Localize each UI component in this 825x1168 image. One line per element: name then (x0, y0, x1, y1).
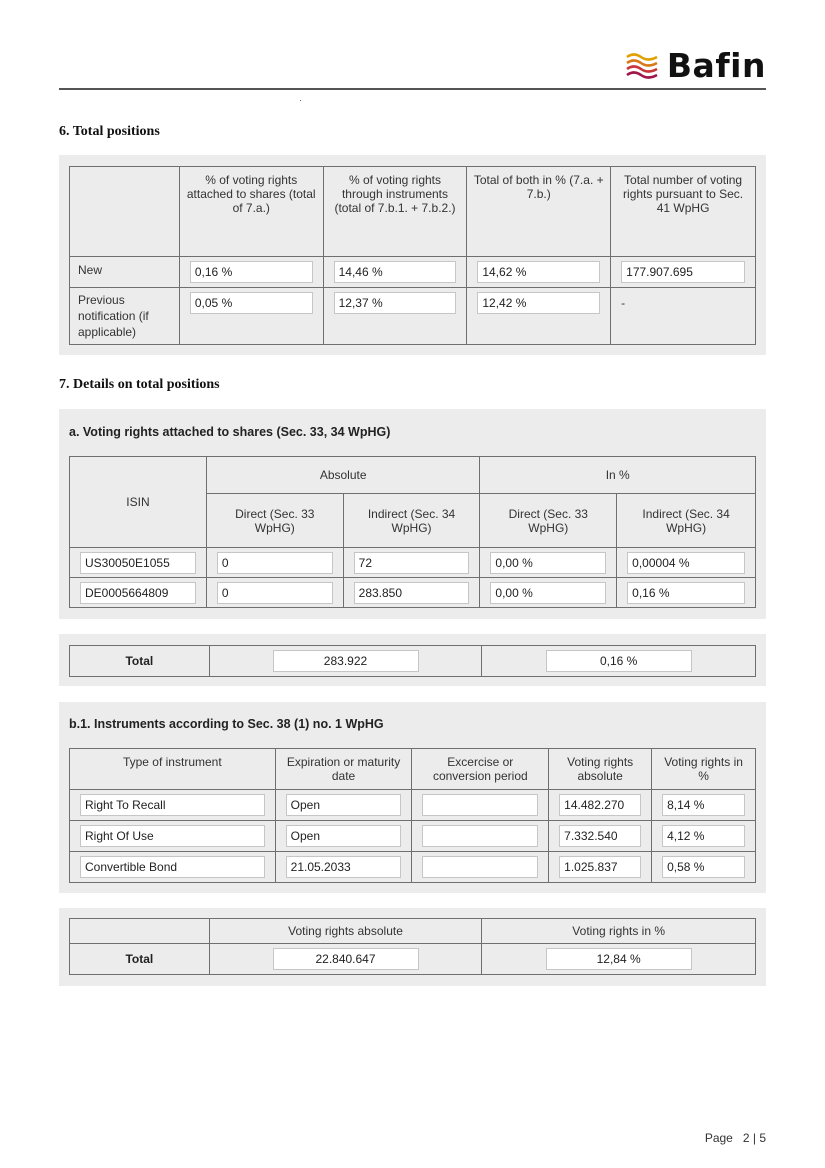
abs-direct-header: Direct (Sec. 33 WpHG) (206, 494, 343, 548)
header-period: Excercise or conversion period (412, 749, 549, 790)
percent-field[interactable]: 4,12 % (662, 825, 745, 847)
voting-rights-shares-table (69, 456, 756, 608)
shares-total-percent-field[interactable]: 0,16 % (546, 650, 692, 672)
row-label-previous: Previous notification (if applicable) (70, 288, 180, 345)
logo-text: Bafin (666, 46, 766, 85)
pct-indirect-header: Indirect (Sec. 34 WpHG) (617, 494, 756, 548)
table-row (70, 852, 756, 883)
instruments-total-label: Total (70, 944, 210, 975)
header-expiration: Expiration or maturity date (275, 749, 412, 790)
instruments-panel (59, 702, 766, 893)
prev-instruments-field[interactable]: 12,37 % (334, 292, 457, 314)
total-positions-table (69, 166, 756, 345)
period-field[interactable] (422, 856, 538, 878)
percent-header: In % (480, 457, 756, 494)
empty-header-cell (70, 167, 180, 257)
section-7-title: 7. Details on total positions (59, 377, 220, 392)
pct-indirect-field[interactable]: 0,16 % (627, 582, 745, 604)
pct-direct-field[interactable]: 0,00 % (490, 582, 606, 604)
table-row (70, 790, 756, 821)
prev-total-field[interactable]: 12,42 % (477, 292, 600, 314)
empty-header-cell (70, 919, 210, 944)
bafin-logo (625, 46, 766, 85)
table-row (70, 288, 756, 345)
page-number: 2 | 5 (742, 1131, 766, 1145)
col-header-instruments: % of voting rights through instruments (total of 7.b.1. + 7.b.2.) (323, 167, 467, 257)
percent-field[interactable]: 8,14 % (662, 794, 745, 816)
shares-total-absolute-field[interactable]: 283.922 (273, 650, 419, 672)
shares-total-label: Total (70, 646, 210, 677)
instruments-total-table (69, 918, 756, 975)
header-type: Type of instrument (70, 749, 276, 790)
expiration-field[interactable]: 21.05.2033 (286, 856, 402, 878)
section-6-title: 6. Total positions (59, 124, 160, 139)
abs-indirect-field[interactable]: 72 (354, 552, 470, 574)
absolute-field[interactable]: 14.482.270 (559, 794, 641, 816)
page-footer (705, 1131, 766, 1145)
page-label: Page (704, 1131, 733, 1145)
isin-field[interactable]: DE0005664809 (80, 582, 196, 604)
header-percent: Voting rights in % (652, 749, 756, 790)
shares-total-table (69, 645, 756, 677)
period-field[interactable] (422, 825, 538, 847)
col-header-total-number: Total number of voting rights pursuant to Sec. 41 WpHG (611, 167, 756, 257)
expiration-field[interactable]: Open (286, 825, 402, 847)
expiration-field[interactable]: Open (286, 794, 402, 816)
percent-field[interactable]: 0,58 % (662, 856, 745, 878)
instruments-table (69, 748, 756, 883)
pct-direct-header: Direct (Sec. 33 WpHG) (480, 494, 617, 548)
instruments-total-absolute-field[interactable]: 22.840.647 (273, 948, 419, 970)
section-7a-title: a. Voting rights attached to shares (Sec. 33, 34 WpHG) (69, 425, 391, 439)
isin-header: ISIN (70, 457, 207, 548)
instruments-total-percent-field[interactable]: 12,84 % (546, 948, 692, 970)
total-header-absolute: Voting rights absolute (209, 919, 482, 944)
abs-direct-field[interactable]: 0 (217, 552, 333, 574)
table-row (70, 548, 756, 578)
instruments-total-panel (59, 908, 766, 986)
table-row (70, 578, 756, 608)
total-positions-panel (59, 155, 766, 355)
prev-total-number-value: - (611, 288, 756, 345)
abs-indirect-field[interactable]: 283.850 (354, 582, 470, 604)
prev-shares-field[interactable]: 0,05 % (190, 292, 313, 314)
absolute-field[interactable]: 7.332.540 (559, 825, 641, 847)
absolute-field[interactable]: 1.025.837 (559, 856, 641, 878)
table-row (70, 821, 756, 852)
instrument-type-field[interactable]: Right To Recall (80, 794, 265, 816)
stray-dot (300, 100, 301, 101)
table-row (70, 257, 756, 288)
new-instruments-field[interactable]: 14,46 % (334, 261, 457, 283)
shares-total-panel (59, 634, 766, 686)
new-total-field[interactable]: 14,62 % (477, 261, 600, 283)
row-label-new: New (70, 257, 180, 288)
new-shares-field[interactable]: 0,16 % (190, 261, 313, 283)
voting-rights-shares-panel (59, 409, 766, 619)
col-header-shares: % of voting rights attached to shares (total of 7.a.) (179, 167, 323, 257)
isin-field[interactable]: US30050E1055 (80, 552, 196, 574)
col-header-total-both: Total of both in % (7.a. + 7.b.) (467, 167, 611, 257)
instrument-type-field[interactable]: Convertible Bond (80, 856, 265, 878)
period-field[interactable] (422, 794, 538, 816)
page-header (59, 40, 766, 90)
pct-indirect-field[interactable]: 0,00004 % (627, 552, 745, 574)
header-absolute: Voting rights absolute (549, 749, 652, 790)
new-total-number-field[interactable]: 177.907.695 (621, 261, 745, 283)
abs-direct-field[interactable]: 0 (217, 582, 333, 604)
abs-indirect-header: Indirect (Sec. 34 WpHG) (343, 494, 480, 548)
total-header-percent: Voting rights in % (482, 919, 756, 944)
section-7b1-title: b.1. Instruments according to Sec. 38 (1) no. 1 WpHG (69, 717, 384, 731)
instrument-type-field[interactable]: Right Of Use (80, 825, 265, 847)
absolute-header: Absolute (206, 457, 480, 494)
pct-direct-field[interactable]: 0,00 % (490, 552, 606, 574)
bafin-waves-icon (625, 51, 659, 81)
